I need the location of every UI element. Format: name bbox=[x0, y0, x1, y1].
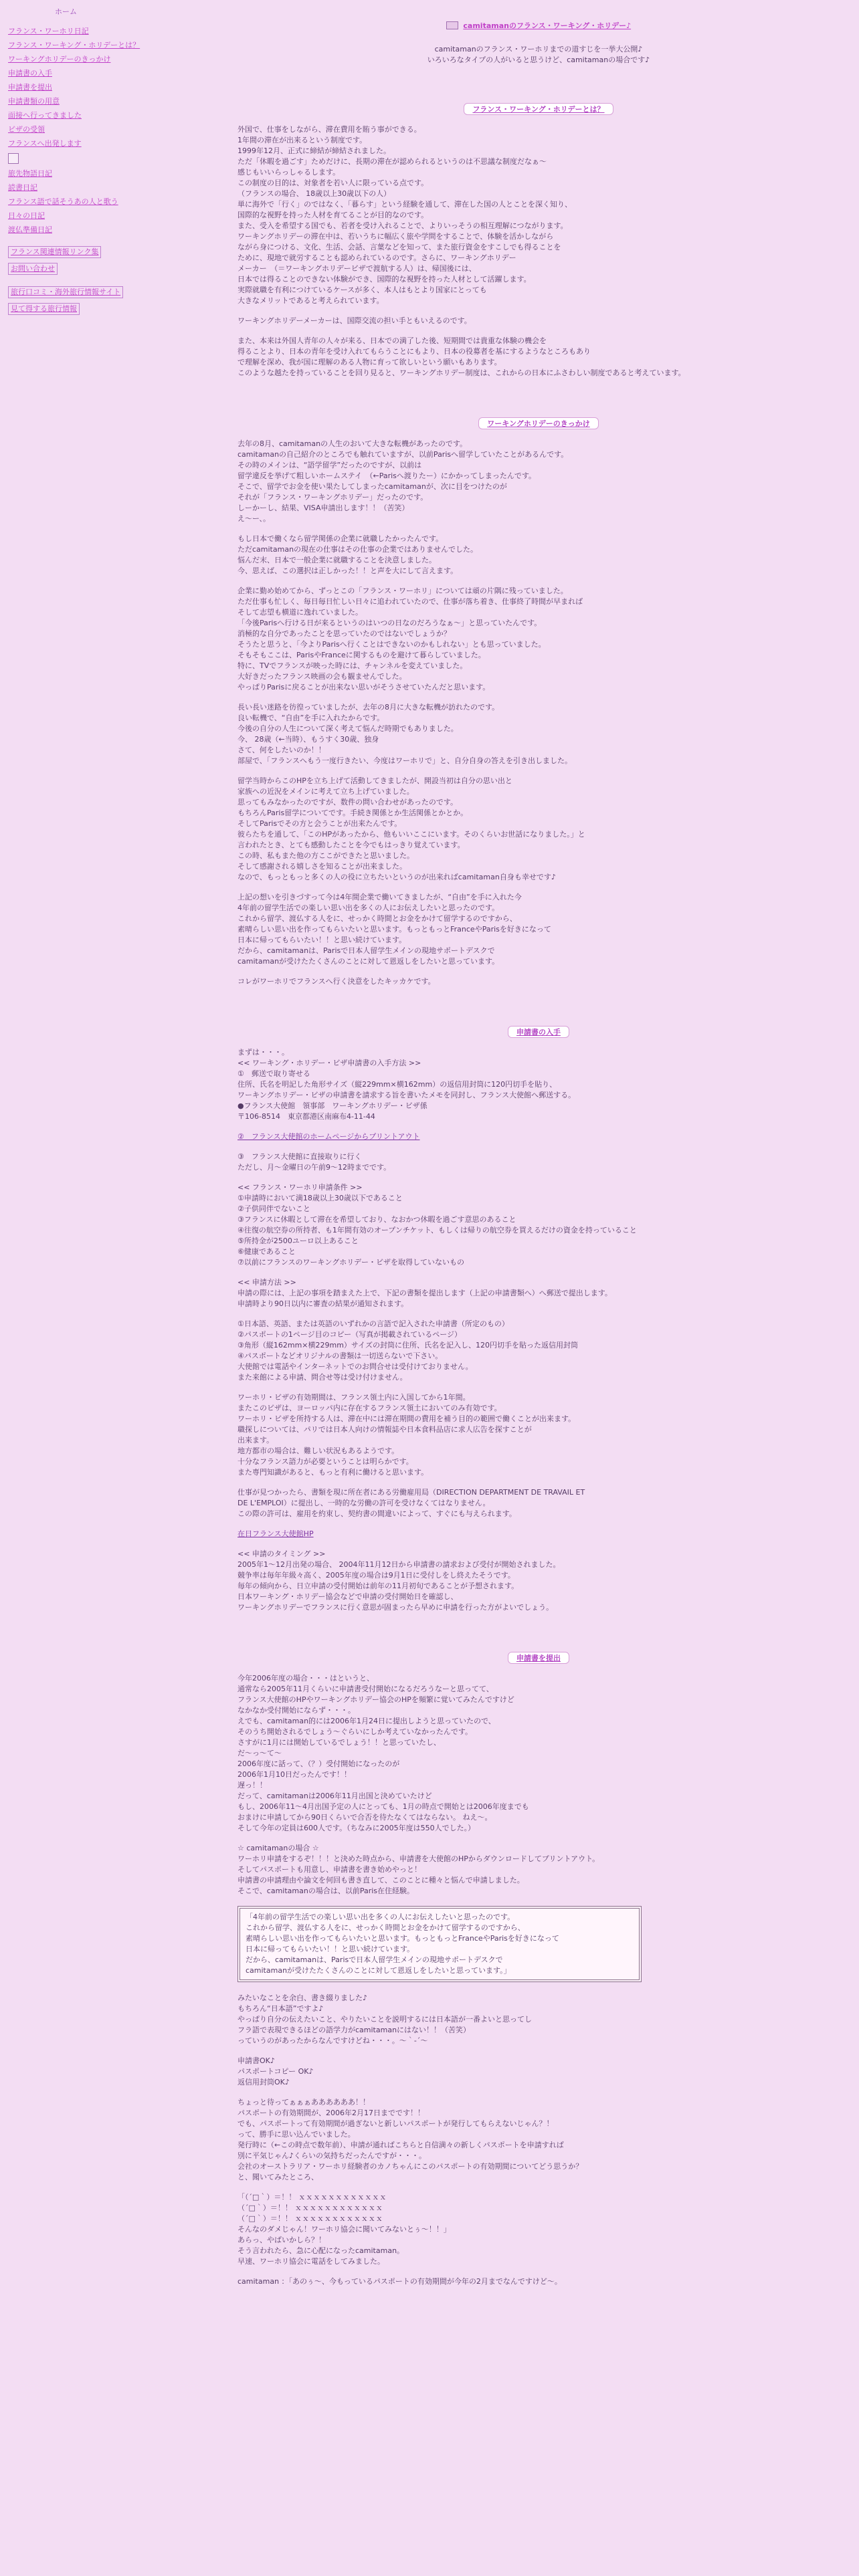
paragraph: << 申請方法 >> 申請の際には、上記の事項を踏まえた上で、下記の書類を提出します（上記の申請書類へ）へ郵送で提出します。 申請時より90日以内に審査の結果が通知されます。 bbox=[237, 1278, 612, 1308]
section-title bbox=[237, 1652, 840, 1664]
header-image-icon bbox=[446, 21, 458, 29]
section-heading[interactable]: 申請書を提出 bbox=[508, 1652, 569, 1664]
section-title bbox=[237, 103, 840, 115]
sidebar-link[interactable]: 読書日記 bbox=[8, 183, 37, 192]
sidebar-link[interactable]: フランス・ワーホリ日記 bbox=[8, 27, 89, 35]
paragraph: camitaman ：「あのぅ〜、今もっているパスポートの有効期間が今年の2月までなんですけど〜。 bbox=[237, 2277, 562, 2286]
quote-box: 「4年前の留学生活での楽しい思い出を多くの人にお伝えしたいと思ったのです。 これから留学、渡仏する人をに、せっかく時間とお金をかけて留学するのですから、 素晴らしい思い出を作ってもらいたいと思います。もっともっとFranceやParisを好きになって 日本に帰ってもらいたい！！と思い続けています。 だから、camitamanは、Parisで日本人留学生メインの現地サポートデスクで camitamanが受けたたくさんのことに対して恩返しをしたいと思っています。」 bbox=[237, 1906, 642, 1982]
sidebar-box bbox=[8, 286, 122, 303]
top-nav-home[interactable]: ホーム bbox=[55, 7, 77, 16]
sidebar-box bbox=[8, 246, 122, 263]
sidebar-boxed-link[interactable]: フランス関連情報リンク集 bbox=[8, 246, 101, 258]
paragraph: ワーキングホリデーメーカーは、国際交流の担い手ともいえるのです。 bbox=[237, 316, 472, 325]
sidebar bbox=[8, 27, 140, 320]
section-heading[interactable]: ワーキングホリデーのきっかけ bbox=[478, 417, 598, 429]
paragraph: コレがワーホリでフランスへ行く決意をしたキッカケです。 bbox=[237, 977, 436, 986]
sidebar-link[interactable]: 申請書の入手 bbox=[8, 69, 52, 78]
page-header bbox=[237, 20, 840, 31]
paragraph: ワーホリ・ビザの有効期間は、フランス領土内に入国してから1年間。 またこのビザは、ヨーロッパ内に存在するフランス領土においてのみ有効です。 ワーホリ・ビザを所持する人は、滞在中には滞在期間の費用を補う目的の範囲で働くことが出来ます。 職探しについては、パリでは日本人向けの情報誌や日本食料品店に求人広告を探すことが 出来ます。 地方都市の場合は、難しい状況もあるようです。 十分なフランス語力が必要ということは明らかです。 また専門知識があると、もっと有利に働けると思います。 bbox=[237, 1393, 576, 1477]
paragraph: 外国で、仕事をしながら、滞在費用を賄う事ができる。 1年間の滞在が出来るという制度です。 1999年12月、正式に締結が締結されました。 ただ「休暇を過ごす」ためだけに、長期の滞在が認められるというのは不思議な制度だなぁ〜 感じもいいらっしゃるします。 この制度の目的は、対象者を若い人に限っている点です。 （フランスの場合、 18歳以上30歳以下の人） 単に海外で「行く」のではなく、「暮らす」という経験を通して、滞在した国の人とことを深く知り、 国際的な視野を持った人材を育てることが目的なのです。 また、受入を希望する国でも、若者を受け入れることで、よりいっそうの相互理解につながります。 ワーキングホリデーの滞在中は、若いうちに幅広く旅や学問をすることで、体験を活かしながら ながら身につける、文化、生活、会話、言葉などを知って、また旅行資金をすこしでも得ることを ために、現地で就労することも認められているのです。さらに、ワーキングホリデー メーカー （＝ワーキングホリデービザで渡航する人）は、帰国後には、 日本では得ることのできない体験ができ、国際的な視野を持った人材として活躍します。 実際就職を有利につけているケースが多く、本人はもとより国家にとっても 大きなメリットであると考えられています。 bbox=[237, 125, 573, 305]
sidebar-external-link[interactable]: 旅行口コミ・海外旅行情報サイト bbox=[8, 286, 123, 298]
paragraph: もし日本で働くなら留学関係の企業に就職したかったんです。 ただcamitamanの現在の仕事はその仕事の企業ではありませんでした。 悩んだ末、日本で一般企業に就職することを決意しました。 今、思えば、この選択は正しかった！！と声を大にして言えます。 bbox=[237, 534, 478, 575]
sidebar-link[interactable]: ワーキングホリデーのきっかけ bbox=[8, 55, 111, 64]
paragraph: ちょっと待ってぁぁぁああああああ！！ パスポートの有効期間が、2006年2月17日までです！！ でも、パスポートって有効期間が過ぎないと新しいパスポートが発行してもらえないじゃん？！ って、勝手に思い込んでいました。 発行時に（←この時点で数年前）、申請が通ればこちらと自信満々の新しくパスポートを申請すれば 別に平気じゃん♪くらいの気持ちだったんですが・・・。 会社のオーストラリア・ワーホリ経験者のカノちゃんにこのパスポートの有効期間についてどう思うか？ と、聞いてみたところ、 bbox=[237, 2098, 583, 2181]
sidebar-link[interactable]: ビザの受領 bbox=[8, 125, 45, 134]
section-gap bbox=[237, 2296, 840, 2326]
sidebar-external-link[interactable]: 見て得する旅行情報 bbox=[8, 303, 80, 315]
sidebar-link[interactable]: フランス語で話そうあの人と歌う bbox=[8, 197, 118, 206]
sidebar-link[interactable]: 渡仏準備日記 bbox=[8, 225, 52, 234]
sidebar-link[interactable]: 申請書類の用意 bbox=[8, 97, 60, 106]
paragraph: 長い長い迷路を彷徨っていましたが、去年の8月に大きな転機が訪れたのです。 良い転機で、“自由”を手に入れたからです。 今後の自分の人生について深く考えて悩んだ時期でもありました。 今、 28歳（←当時）、もうすく30歳、独身 さて、何をしたいのか！！ 部屋で、「フランスへもう一度行きたい、今度はワーホリで」と、自分自身の答えを引き出しました。 bbox=[237, 703, 572, 765]
paragraph: また、本来は外国人青年の人々が来る、日本での満了した後、短期間では貴重な体験の機会を 得ることより、日本の青年を受け入れてもらうことにもより、日本の役募者を基にするようなところもあり で理解を深め、我が国に理解のある人物に育って欲しいという願いもあります。 このような越たを持っていることを回り見ると、ワーキングホリデー制度は、これからの日本にふさわしい制度であると考えています。 bbox=[237, 336, 686, 377]
section-gap bbox=[237, 388, 840, 417]
paragraph: 仕事が見つかったら、書類を現に所在者にある労働雇用局（DIRECTION DEPARTMENT DE TRAVAIL ET DE L'EMPLOI）に提出し、一時的な労働の許可を受けなくてはなりません。 この際の許可は、雇用を約束し、契約書の間違いによって、すぐにも与えられます。 bbox=[237, 1488, 585, 1518]
intro-line-1: camitamanのフランス・ワーホリまでの道すじを一挙大公開♪ bbox=[434, 45, 643, 53]
section-heading[interactable]: 申請書の入手 bbox=[508, 1026, 569, 1038]
broken-image-icon bbox=[8, 153, 19, 164]
section-title bbox=[237, 417, 840, 429]
paragraph: 企業に勤め始めてから、ずっとこの「フランス・ワーホリ」については頑の片隅に残っていました。 ただ仕事も忙しく、毎日毎日忙しい日々に追われていたので、仕事が落ち着き、仕事終了時間が早まれば そして志望も横道に逸れていました。 「今後Parisへ行ける日が来るというのはいつの日なのだろうなぁ〜」と思っていたんです。 消極的な自分であったことを思っていたのではないでしょうか？ そうたと思うと、「今よりParisへ行くことはできないのかもしれない」とも思っていました。 そもそもここは、ParisやFranceに関するものを避けて暮らしていました。 特に、TVでフランスが映った時には、チャンネルを変えていました。 大好きだったフランス映画の会も観ませんでした。 やっぱりParisに戻ることが出来ない思いがそうさせていたんだと思います。 bbox=[237, 586, 583, 691]
section-heading[interactable]: フランス・ワーキング・ホリデーとは？ bbox=[464, 103, 613, 115]
sidebar-link[interactable]: 申請書を提出 bbox=[8, 83, 52, 92]
embassy-link[interactable]: 在日フランス大使館HP bbox=[237, 1529, 314, 1538]
sidebar-link[interactable]: 日々の日記 bbox=[8, 211, 45, 220]
main-content bbox=[237, 20, 840, 2326]
paragraph: ☆ camitamanの場合 ☆ ワーホリ申請をするぞ！！！と決めた時点から、申請書を大使館のHPからダウンロードしてプリントアウト。 そしてパスポートも用意し、申請書を書き始めやっと！ 申請書の申請理由や論文を何回も書き直して、このことに種々と悩んで申請しました。 そこで、camitamanの場合は、以前Paris在住経験。 bbox=[237, 1844, 600, 1895]
sidebar-link[interactable]: フランスへ出発します bbox=[8, 139, 82, 148]
sidebar-link[interactable]: 旅先物語日記 bbox=[8, 169, 52, 178]
section-title bbox=[237, 1026, 840, 1038]
sidebar-gap bbox=[8, 239, 122, 246]
section-gap bbox=[237, 1622, 840, 1652]
section-gap bbox=[237, 996, 840, 1026]
paragraph: 留学当時からこのHPを立ち上げて活動してきましたが、開設当初は自分の思い出と 家族への近況をメインに考えて立ち上げていました。 思ってもみなかったのですが、数件の問い合わせがあったのです。 もちろんParis留学についてです。手続き関係とか生活関係とかとか。 そしてParisでその方と会うことが出来たんです。 彼らたちを通して、「このHPがあったから、他もいいここにいます。そのくらいお世話になりました。」と 言われたとき、とても感動したことを今でもはっきり覚えています。 この時、私もまた他の方ここができたと思いました。 そして感謝される嬉しさを知ることが出来ました。 なので、もっともっと多くの人の役に立ちたいというのが出来ればcamitaman自身も幸せです♪ bbox=[237, 776, 585, 881]
intro-line-2: いろいろなタイプの人がいると思うけど、camitamanの場合です♪ bbox=[427, 56, 650, 64]
paragraph: << 申請のタイミング >> 2005年1〜12月出発の場合、 2004年11月12日から申請書の請求および受付が開始されました。 競争率は毎年年級々高く、2005年度の場合は9月1日に受付しをし終えたそうです。 毎年の傾向から、日立申請の受付開始は前年の11月初旬であることが予想されます。 日本ワーキング・ホリデー協会などで申請の受付開始日を確認し、 ワーキングホリデーでフランスに行く意思が固まったら早めに申請を行った方がよいでしょう。 bbox=[237, 1549, 561, 1612]
sidebar-link[interactable]: 面接へ行ってきました bbox=[8, 111, 82, 120]
paragraph: 上記の想いを引きづすって今は4年間企業で働いてきましたが、“自由”を手に入れた今 4年前の留学生活での楽しい思い出を多くの人にお伝えしたいと思ったのです。 これから留学、渡仏する人をに、せっかく時間とお金をかけて留学するのですから、 素晴らしい思い出を作ってもらいたいと思います。もっともっとFranceやParisを好きになって 日本に帰ってもらいたい！！と思い続けています。 だから、camitamanは、Parisで日本人留学生メインの現地サポートデスクで camitamanが受けたたくさんのことに対して恩返しをしたいと思っています。 bbox=[237, 893, 551, 966]
paragraph: 去年の8月、camitamanの人生のおいて大きな転機があったのです。 camitamanの自己紹介のところでも触れていますが、以前Parisへ留学していたことがあるんです。 その時のメインは、“語学留学”だったのですが、以前は 留学違反を挙げて粗しいホームステイ （←Parisへ渡りたー）にかかってしまったんです。 そこで、留学でお金を使い果たしてしまったcamitamanが、次に目をつけたのが それが「フランス・ワーキングホリデー」だったのです。 しーかーし、結果、VISA申請出します！！（苦笑） え〜ー、。 bbox=[237, 439, 569, 523]
sections bbox=[237, 103, 840, 2326]
page-title[interactable]: camitamanのフランス・ワーキング・ホリデー♪ bbox=[463, 21, 632, 30]
embassy-link[interactable]: ② フランス大使館のホームページからプリントアウト bbox=[237, 1132, 420, 1141]
sidebar-box bbox=[8, 303, 122, 320]
paragraph: まずは・・・。 << ワーキング・ホリデー・ビザ申請書の入手方法 >> ① 郵送で取り寄せる 住所、氏名を明記した角形サイズ（縦229mm×横162mm）の返信用封筒に120円切手を貼り、 ワーキングホリデー・ビザの申請書を請求する旨を書いたメモを同封し、フランス大使館へ郵送する。 ●フランス大使館 領事部 ワーキングホリデー・ビザ係 〒106-8514 東京都港区南麻布4-11-44 bbox=[237, 1048, 576, 1121]
sidebar-gap bbox=[8, 280, 122, 286]
intro bbox=[237, 44, 840, 66]
paragraph: みたいなことを余白、書き綴りました♪ もちろん“日本語”ですよ♪ やっぱり自分の伝えたいこと、やりたいことを説明するには日本語が一番よいと思ってし フラ語で表現できるほどの語学力がcamitamanにはない！！（苦笑） っていうのがあったからなんですけどね・・・。〜｀-´〜 bbox=[237, 1994, 532, 2045]
sidebar-link[interactable]: フランス・ワーキング・ホリデーとは？ bbox=[8, 41, 140, 49]
sidebar-boxed-link[interactable]: お問い合わせ bbox=[8, 263, 58, 275]
paragraph: 今年2006年度の場合・・・はというと、 通常なら2005年11月くらいに申請書受付開始になるだろうなーと思ってて、 フランス大使館のHPやワーキングホリデー協会のHPを頻繁に覚いてみたんですけど なかなか受付開始にならず・・・。 えでも、camitaman的には2006年1月24日に提出しようと思っていたので、 そのうち開始されるでしょう〜ぐらいにしか考えていなかったんです。 さすがに1月には開始しているでしょう！！と思っていたし、 だ〜っ〜て〜 2006年度に話って、（？）受付開始になったのが 2006年1月10日だったんです！！ 遅っ！！ だって、camitamanは2006年11月出国と決めていたけど もし、2006年11〜4月出国予定の人にとっても、1月の時点で開始とは2006年度までも おまけに申請してから90日くらいで合否を待たなくてはならない。 ねえ〜。 そして今年の定員は600人です。（ちなみに2005年度は550人でした。） bbox=[237, 1674, 529, 1832]
sidebar-box bbox=[8, 263, 122, 280]
notice-paragraph: ①日本語、英語、または英語のいずれかの言語で記入された申請書（所定のもの） ②パスポートの1ページ目のコピー（写真が掲載されているページ） ③角形（縦162mm×横229mm）サイズの封筒に住所、氏名を記入し、120円切手を貼った返信用封筒 ④パスポートなどオリジナルの書類は一切送らないで下さい。 大使館では電話やインターネットでのお問合せは受付けておりません。 また来館による申請、問合せ等は受け付けません。 bbox=[237, 1319, 579, 1382]
paragraph: 申請書OK♪ パスポートコピー OK♪ 返信用封筒OK♪ bbox=[237, 2056, 314, 2086]
paragraph: << フランス・ワーホリ申請条件 >> ①申請時において満18歳以上30歳以下であること ②子供同伴でないこと ③フランスに休暇として滞在を希望しており、なおかつ休暇を過ごす意思のあること ④往復の航空券の所持者、も1年間有効のオープンチケット、もしくは帰りの航空券を買えるだけの資金を持っていること ⑤所持金が2500ユーロ以上あること ⑥健康であること ⑦以前にフランスのワーキングホリデー・ビザを取得していないもの bbox=[237, 1183, 637, 1267]
paragraph: 「（´□｀）＝！！ ｘｘｘｘｘｘｘｘｘｘｘｘ （´□｀）＝！！ ｘｘｘｘｘｘｘｘｘｘｘｘ （´□｀）＝！！ ｘｘｘｘｘｘｘｘｘｘｘｘ そんなのダメじゃん！ワーホリ協会に聞いてみないとぅ〜！！」 あらっ、やばいかしら？！ そう言われたら、急に心配になったcamitaman。 早速、ワーホリ協会に電話をしてみました。 bbox=[237, 2193, 451, 2266]
paragraph: ③ フランス大使館に直接取りに行く ただし、月〜金曜日の午前9〜12時までです。 bbox=[237, 1152, 391, 1172]
